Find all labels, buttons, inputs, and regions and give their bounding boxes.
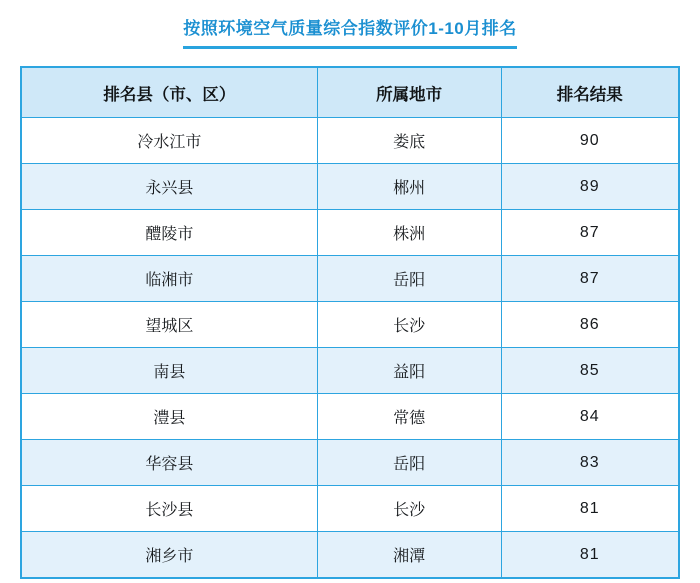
table-row <box>22 210 679 256</box>
cell-city: 长沙 <box>317 486 501 532</box>
cell-rank: 83 <box>501 440 678 486</box>
table-header <box>22 68 679 118</box>
cell-rank: 85 <box>501 348 678 394</box>
cell-county: 南县 <box>22 348 318 394</box>
column-header-rank: 排名结果 <box>501 68 678 118</box>
cell-county: 长沙县 <box>22 486 318 532</box>
cell-city: 湘潭 <box>317 532 501 578</box>
table-row <box>22 440 679 486</box>
cell-city: 益阳 <box>317 348 501 394</box>
cell-city: 常德 <box>317 394 501 440</box>
ranking-table <box>21 67 679 578</box>
table-header-row <box>22 68 679 118</box>
table-row <box>22 532 679 578</box>
cell-county: 望城区 <box>22 302 318 348</box>
cell-city: 岳阳 <box>317 256 501 302</box>
cell-rank: 87 <box>501 256 678 302</box>
cell-rank: 87 <box>501 210 678 256</box>
title-container <box>0 0 700 49</box>
cell-county: 澧县 <box>22 394 318 440</box>
cell-county: 醴陵市 <box>22 210 318 256</box>
cell-rank: 84 <box>501 394 678 440</box>
cell-rank: 90 <box>501 118 678 164</box>
cell-city: 岳阳 <box>317 440 501 486</box>
table-row <box>22 164 679 210</box>
table-row <box>22 118 679 164</box>
page-title: 按照环境空气质量综合指数评价1-10月排名 <box>183 18 517 49</box>
column-header-county: 排名县（市、区） <box>22 68 318 118</box>
cell-city: 娄底 <box>317 118 501 164</box>
ranking-table-container <box>20 66 680 579</box>
cell-city: 郴州 <box>317 164 501 210</box>
cell-rank: 81 <box>501 532 678 578</box>
column-header-city: 所属地市 <box>317 68 501 118</box>
cell-county: 临湘市 <box>22 256 318 302</box>
cell-county: 华容县 <box>22 440 318 486</box>
table-row <box>22 486 679 532</box>
cell-city: 长沙 <box>317 302 501 348</box>
cell-rank: 86 <box>501 302 678 348</box>
table-row <box>22 256 679 302</box>
table-row <box>22 302 679 348</box>
table-body <box>22 118 679 578</box>
cell-county: 湘乡市 <box>22 532 318 578</box>
cell-rank: 81 <box>501 486 678 532</box>
cell-county: 永兴县 <box>22 164 318 210</box>
cell-rank: 89 <box>501 164 678 210</box>
table-row <box>22 348 679 394</box>
cell-city: 株洲 <box>317 210 501 256</box>
table-row <box>22 394 679 440</box>
cell-county: 冷水江市 <box>22 118 318 164</box>
